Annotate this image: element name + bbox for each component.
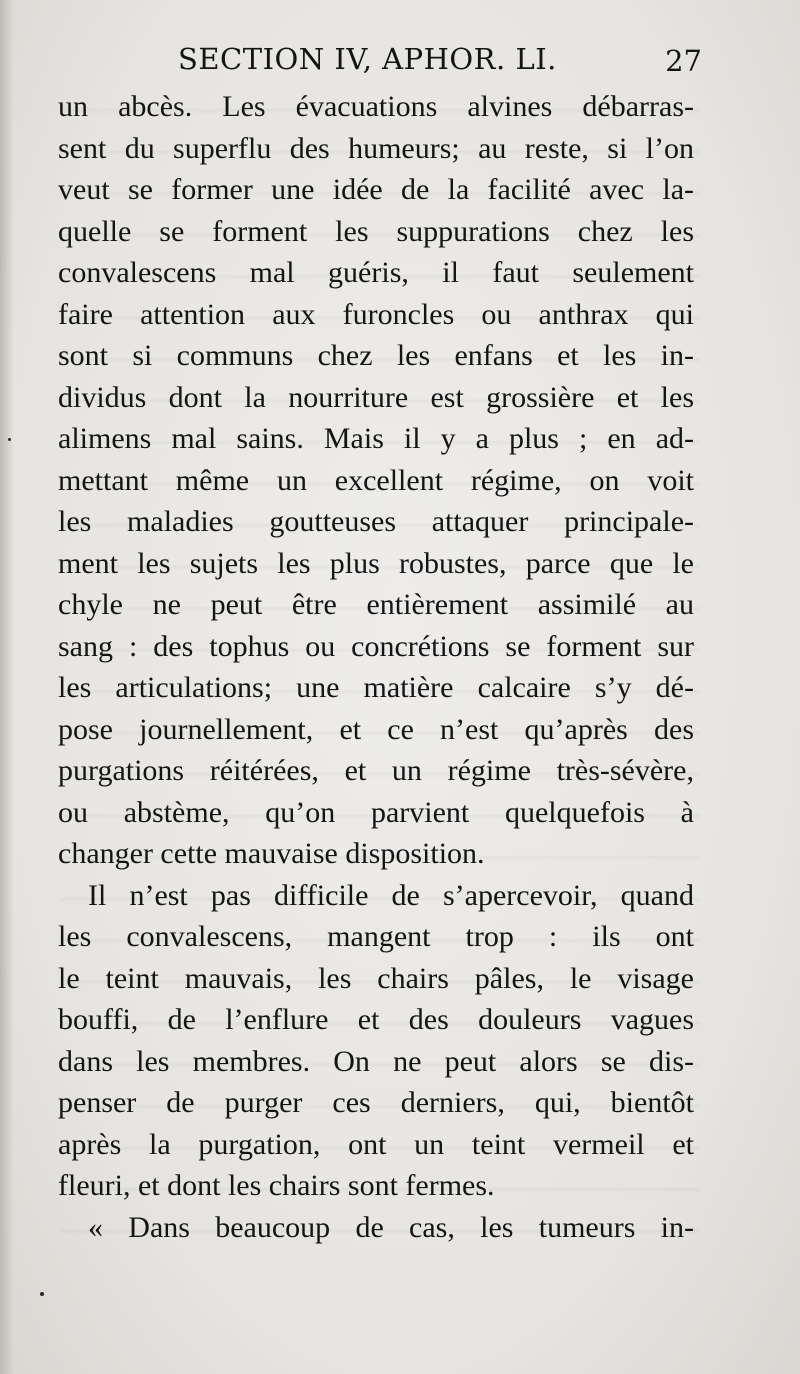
text-line: dans les membres. On ne peut alors se dis- — [58, 1044, 694, 1078]
body-text — [58, 86, 694, 1248]
text-line: Il n’est pas difficile de s’apercevoir, quand — [88, 878, 694, 912]
text-line: pose journellement, et ce n’est qu’après des — [58, 712, 694, 746]
text-line: chyle ne peut être entièrement assimilé au — [58, 588, 694, 621]
paragraph-2 — [58, 875, 694, 1207]
page-header — [60, 42, 710, 92]
text-line: ment les sujets les plus robustes, parce que le — [58, 546, 694, 580]
text-line: les maladies goutteuses attaquer principale- — [58, 505, 694, 538]
text-line: les convalescens, mangent trop : ils ont — [58, 920, 694, 953]
ink-speck — [40, 1292, 44, 1296]
text-line: fleuri, et dont les chairs sont fermes. — [58, 1169, 495, 1202]
text-line: mettant même un excellent régime, on voit — [58, 463, 694, 497]
text-line: purgations réitérées, et un régime très-sévère, — [58, 754, 694, 787]
text-line: après la purgation, ont un teint vermeil et — [58, 1127, 694, 1161]
text-line: les articulations; une matière calcaire s’y dé- — [58, 671, 694, 704]
text-line: convalescens mal guéris, il faut seulement — [58, 256, 694, 289]
page-spine-shadow — [0, 0, 14, 1374]
text-line: sang : des tophus ou concrétions se forment sur — [58, 629, 694, 663]
text-line: penser de purger ces derniers, qui, bientôt — [58, 1086, 694, 1119]
page-number: 27 — [665, 44, 702, 78]
text-line: faire attention aux furoncles ou anthrax qui — [58, 297, 694, 331]
text-line: sent du superflu des humeurs; au reste, si l’on — [58, 131, 694, 165]
text-line: quelle se forment les suppurations chez les — [58, 214, 694, 248]
paragraph-3 — [58, 1207, 694, 1249]
text-line: ou abstème, qu’on parvient quelquefois à — [58, 795, 694, 829]
text-line: veut se former une idée de la facilité avec la- — [58, 173, 694, 206]
text-line: « Dans beaucoup de cas, les tumeurs in- — [88, 1210, 694, 1244]
text-line: bouffi, de l’enflure et des douleurs vagues — [58, 1003, 694, 1036]
text-line: un abcès. Les évacuations alvines débarras- — [58, 90, 694, 123]
text-line: sont si communs chez les enfans et les in- — [58, 339, 694, 372]
text-line: changer cette mauvaise disposition. — [58, 837, 485, 870]
ink-speck — [8, 438, 11, 441]
text-line: le teint mauvais, les chairs pâles, le visage — [58, 961, 694, 995]
paragraph-1 — [58, 86, 694, 875]
running-head: SECTION IV, APHOR. LI. — [178, 42, 557, 76]
text-line: alimens mal sains. Mais il y a plus ; en ad- — [58, 422, 694, 455]
text-line: dividus dont la nourriture est grossière et les — [58, 380, 694, 414]
